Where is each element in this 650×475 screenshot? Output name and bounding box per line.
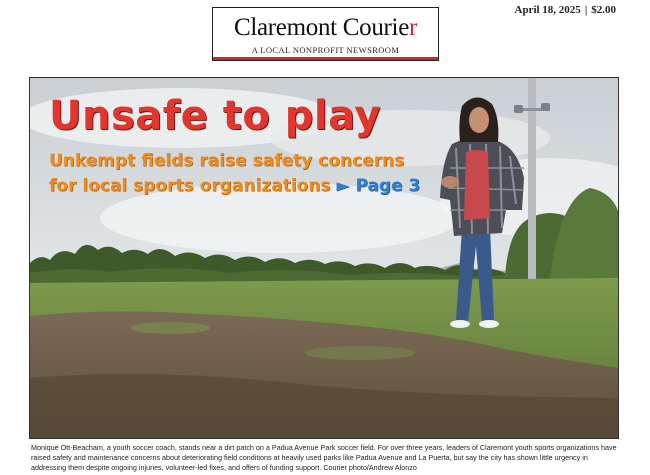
masthead[interactable] <box>212 7 439 61</box>
issue-date: April 18, 2025 <box>514 4 581 16</box>
deck-line-1: Unkempt fields raise safety concerns <box>49 151 405 171</box>
newspaper-title: Claremont Courier <box>233 14 418 41</box>
page-reference-link[interactable]: ► Page 3 <box>336 176 421 196</box>
photo-caption: Monique Ott-Beacham, a youth soccer coach, stands near a dirt patch on a Padua Avenue Park soccer field. For over three years, leaders of Claremont youth sports organizations have raised safety and maintenance concerns about deteriorating field conditions at heavily used parks like Padua Avenue and La Puerta, but say the city has shown little urgency in addressing them despite ongoing injuries, volunteer-led fixes, and offers of funding support. Courier photo/Andrew Alonzo <box>31 443 617 472</box>
issue-price: $2.00 <box>591 4 616 16</box>
masthead-red-rule <box>213 57 438 60</box>
deck-line-2-text: for local sports organizations <box>49 176 331 196</box>
deck-line-2 <box>49 175 420 197</box>
headline: Unsafe to play <box>49 93 381 139</box>
newspaper-tagline: A LOCAL NONPROFIT NEWSROOM <box>251 45 400 55</box>
dateline-separator: | <box>584 4 588 16</box>
dateline <box>515 4 617 16</box>
